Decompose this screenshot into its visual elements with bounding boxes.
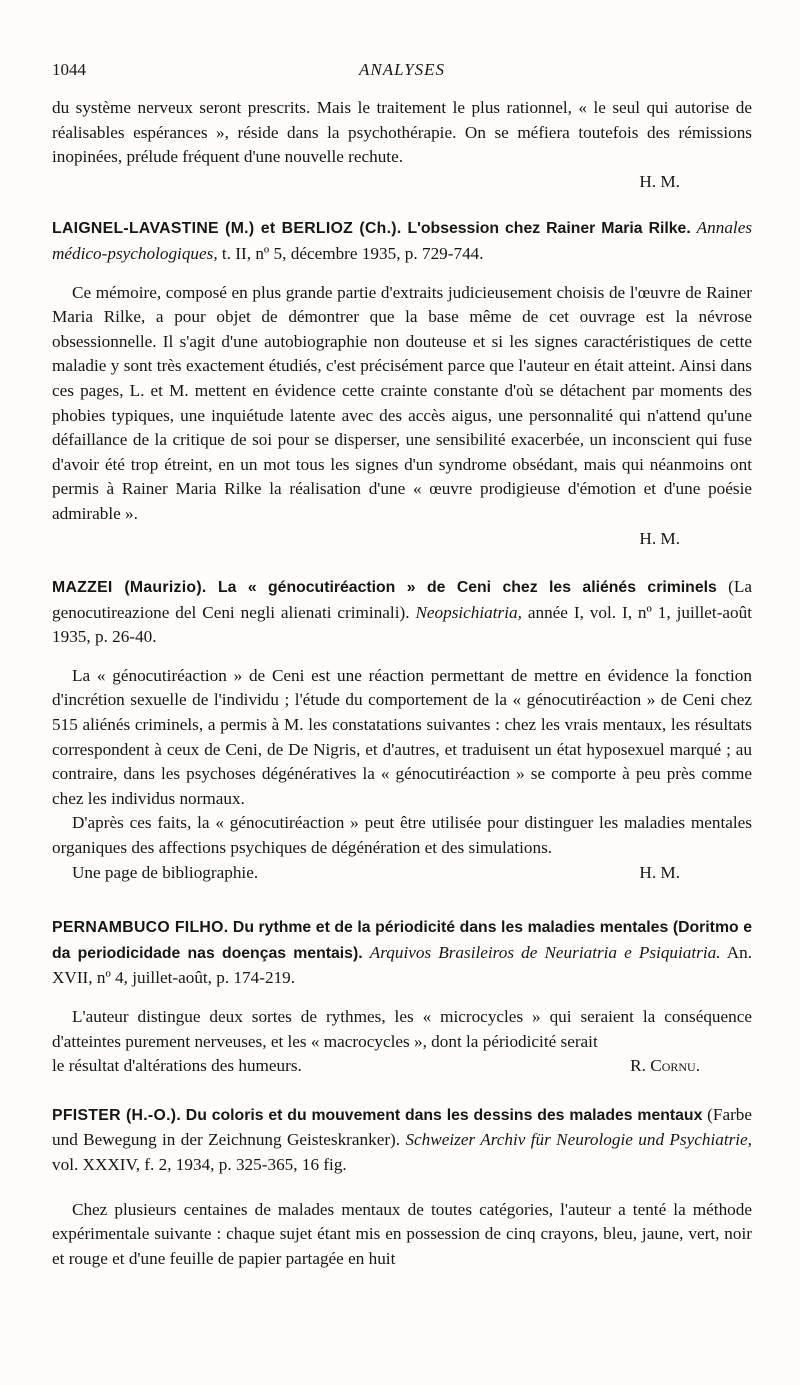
bibliography-note: Une page de bibliographie. (72, 862, 259, 882)
article-title: L'obsession chez Rainer Maria Rilke. (407, 220, 691, 238)
running-title: ANALYSES (358, 60, 446, 79)
review-entry (52, 575, 752, 885)
bibliographic-reference (52, 575, 752, 650)
publication-details: t. II, nº 5, décembre 1935, p. 729-744. (221, 243, 484, 263)
review-paragraph: D'après ces faits, la « génocutiréaction » peut être utilisée pour distinguer les maladies mentales organiques des affections psychiques de dégénération et des simulations. (52, 813, 752, 858)
authors: PFISTER (H.-O.). (52, 1106, 182, 1124)
intro-paragraph: du système nerveux seront prescrits. Mais le traitement le plus rationnel, « le seul qui autorise de réalisables espérances », réside dans la psychothérapie. On se méfiera toutefois des rémissions inopinées, prélude fréquent d'une nouvelle rechute. (52, 98, 752, 167)
signature: H. M. (639, 862, 680, 882)
page-body (52, 96, 752, 1271)
journal-name: Schweizer Archiv für Neurologie und Psychiatrie, (405, 1130, 752, 1150)
publication-details: année I, vol. I, nº 1, juillet-août 1935, p. 26-40. (52, 602, 753, 647)
publication-details: vol. XXXIV, f. 2, 1934, p. 325-365, 16 fig. (52, 1154, 347, 1174)
bibliographic-reference (52, 1103, 752, 1178)
journal-name: Annales médico-psychologiques, (52, 218, 753, 263)
review-paragraph: Ce mémoire, composé en plus grande partie d'extraits judicieusement choisis de l'œuvre de Rainer Maria Rilke, a pour objet de démontrer que la base même de cet ouvrage est la névrose obsessionnelle. Il s'agit d'une autobiographie non douteuse et si les signes caractéristiques de cette maladie y sont très exactement étudiés, c'est précisément parce que l'auteur en était atteint. Ainsi dans ces pages, L. et M. mettent en évidence cette crainte constante d'où se détachent par moments des phobies typiques, une inquiétude latente avec des accès aigus, une personnalité qui n'attend qu'une défaillance de la critique de soi pour se disperser, une sensibilité exacerbée, un inconscient qui fuse d'avoir été trop étreint, en un mot tous les signes d'un syndrome obsédant, mais qui néanmoins ont permis à Rainer Maria Rilke la réalisation d'une « œuvre prodigieuse d'émotion et d'une poésie admirable ». (52, 282, 752, 523)
signature: R. Cornu. (630, 1056, 700, 1076)
review-text (52, 281, 752, 552)
article-title: Du rythme et de la périodicité dans les maladies mentales (Doritmo e da periodicidade nas doenças mentais). (52, 919, 752, 962)
article-title: La « génocutiréaction » de Ceni chez les aliénés criminels (217, 579, 717, 597)
review-text (52, 664, 752, 885)
review-text (52, 1198, 752, 1272)
authors: PERNAMBUCO FILHO. (52, 919, 229, 937)
review-paragraph: La « génocutiréaction » de Ceni est une réaction permettant de mettre en évidence la fonction d'incrétion sexuelle de l'individu ; l'étude du comportement de la « génocutiréaction » de Ceni chez 515 aliénés criminels, a permis à M. les constatations suivantes : chez les vrais mentaux, les résultats correspondent à ceux de Ceni, de De Nigris, et d'autres, et traduisent un état hyposexuel marqué ; au contraire, dans les psychoses dégénératives la « génocutiréaction » se comporte à peu près comme chez les individus normaux. (52, 665, 752, 808)
page-header (52, 60, 752, 86)
signature: H. M. (639, 171, 680, 191)
publication-details: An. XVII, nº 4, juillet-août, p. 174-219. (52, 942, 752, 988)
original-title: (Farbe und Bewegung in der Zeichnung Geisteskranker). (52, 1104, 753, 1150)
review-paragraph: L'auteur distingue deux sortes de rythmes, les « microcycles » qui seraient la conséquence d'atteintes purement nerveuses, et les « macrocycles », dont la périodicité serait (52, 1007, 752, 1051)
review-paragraph: Chez plusieurs centaines de malades mentaux de toutes catégories, l'auteur a tenté la méthode expérimentale suivante : chaque sujet étant mis en possession de cinq crayons, bleu, jaune, vert, noir et rouge et d'une feuille de papier partagée en huit (52, 1199, 752, 1268)
bibliographic-reference (52, 915, 752, 991)
review-entry (52, 1103, 752, 1272)
signature: H. M. (639, 528, 680, 548)
authors: LAIGNEL-LAVASTINE (M.) et BERLIOZ (Ch.). (52, 220, 402, 238)
authors: MAZZEI (Maurizio). (52, 579, 207, 597)
article-title: Du coloris et du mouvement dans les dessins des malades mentaux (185, 1106, 703, 1124)
bibliographic-reference (52, 216, 752, 266)
journal-name: Arquivos Brasileiros de Neuriatria e Psiquiatria. (369, 942, 721, 962)
original-title: (La genocutireazione del Ceni negli alienati criminali). (52, 577, 752, 622)
review-entry (52, 216, 752, 551)
review-text (52, 1005, 752, 1079)
review-entry (52, 915, 752, 1079)
signature-line (52, 861, 752, 886)
page-number: 1044 (52, 60, 86, 79)
journal-name: Neopsichiatria, (415, 602, 522, 622)
last-line: le résultat d'altérations des humeurs. (52, 1056, 302, 1076)
signature-line (52, 1054, 752, 1079)
